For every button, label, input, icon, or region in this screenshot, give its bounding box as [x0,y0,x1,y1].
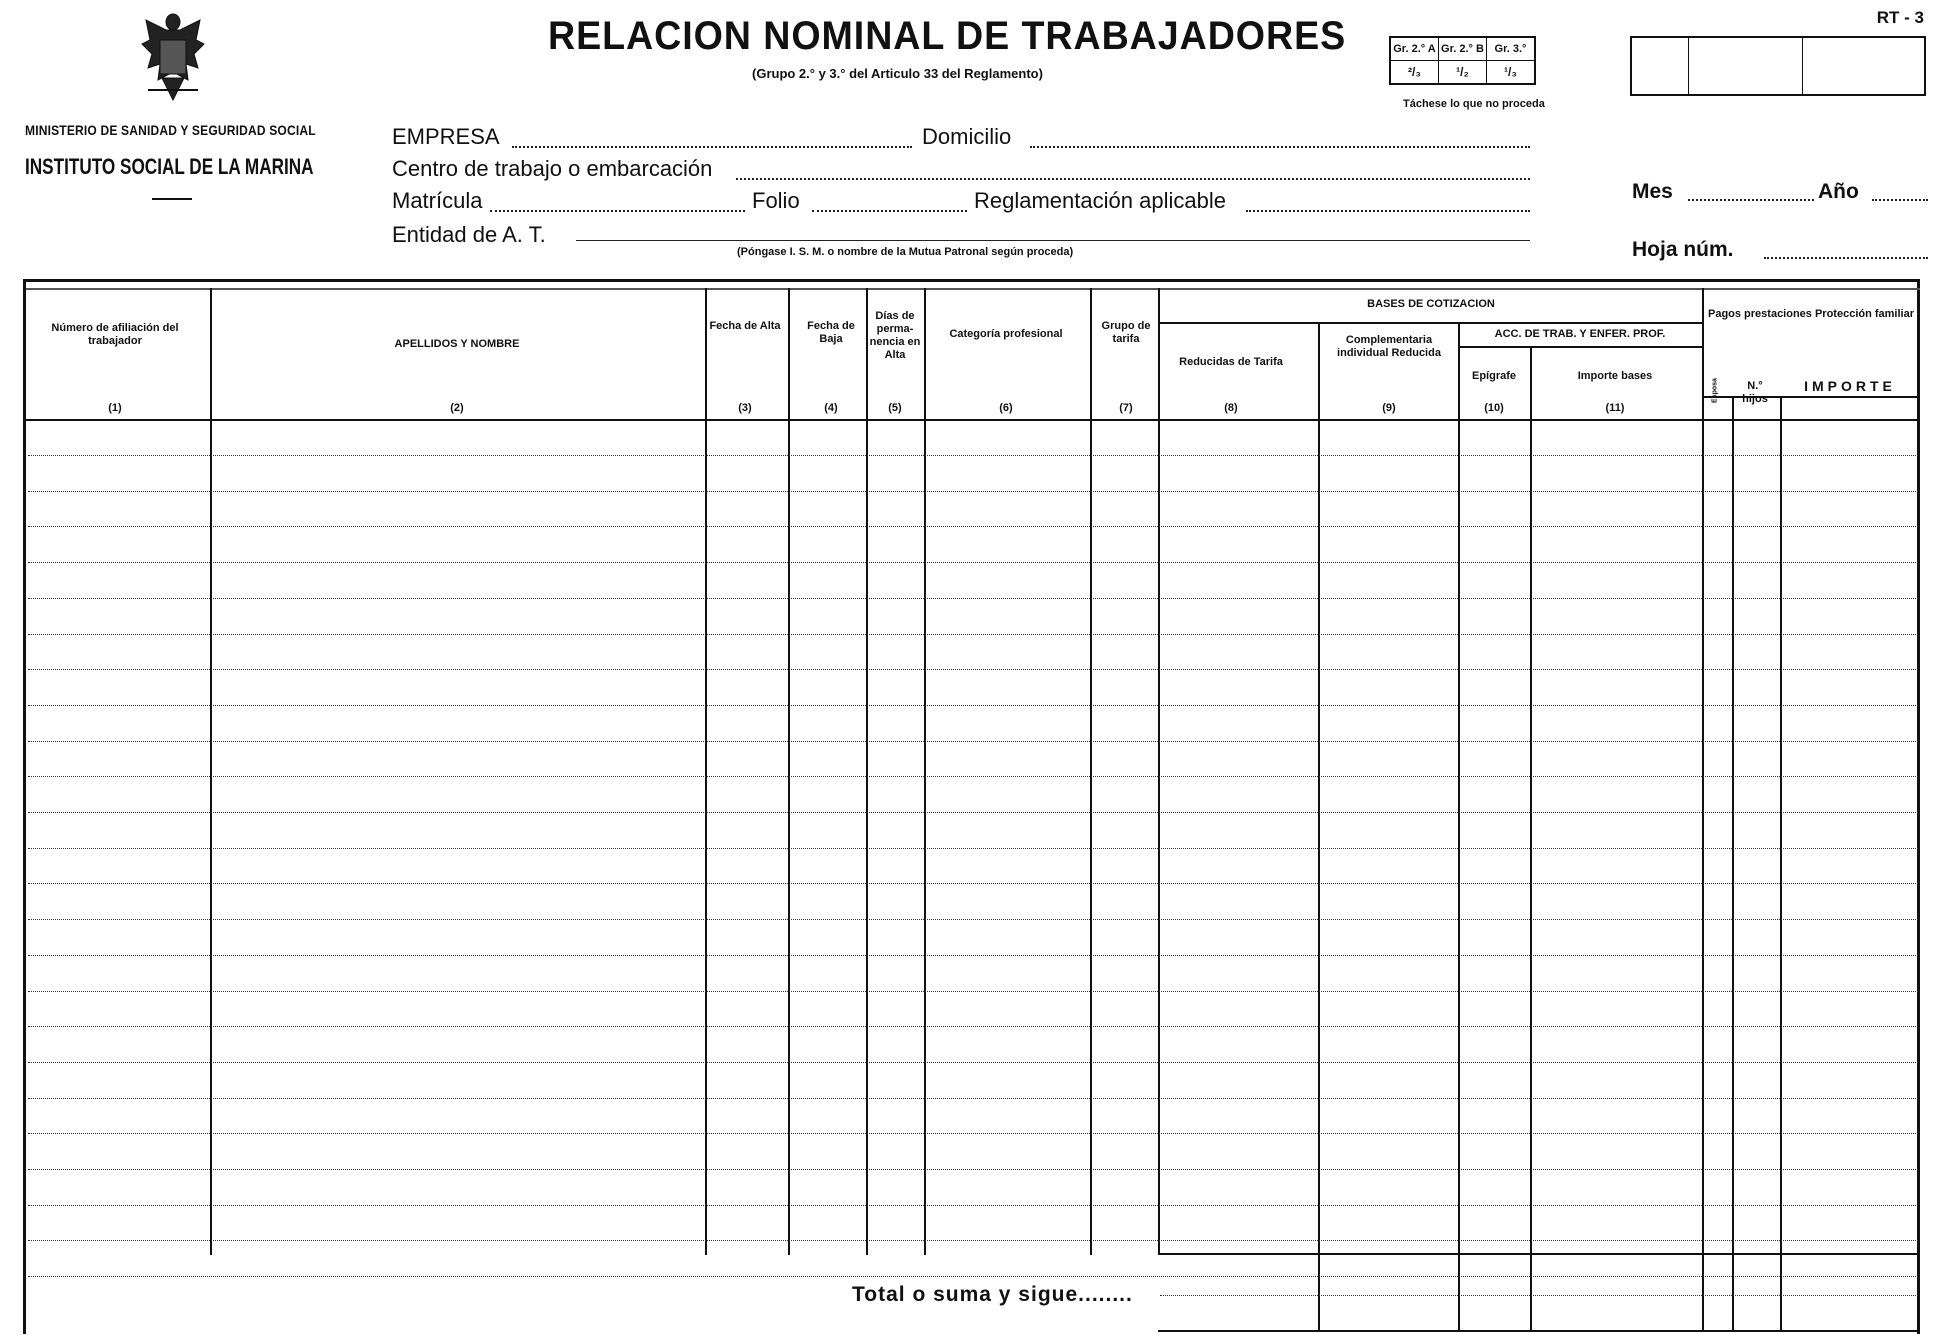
col-header-nombre: APELLIDOS Y NOMBRE [394,338,520,350]
group-selector[interactable] [1389,36,1536,85]
column-divider [1318,322,1320,1332]
col-number: (3) [738,402,752,414]
col-header-importe-bases: Importe bases [1577,370,1653,382]
table-row[interactable] [28,1169,1918,1170]
matricula-field[interactable] [490,210,745,212]
empresa-field[interactable] [512,146,912,148]
col-number: (2) [450,402,464,414]
form-code: RT - 3 [1876,8,1924,27]
table-row[interactable] [28,1026,1918,1027]
group-label[interactable]: Gr. 2.° B [1439,37,1487,61]
col-header-complementaria: Complementaria individual Reducida [1337,334,1441,359]
mes-label: Mes [1632,180,1673,203]
table-row[interactable] [28,812,1918,813]
col-header-esposa: Esposa [1711,378,1719,403]
col-number: (10) [1484,402,1504,414]
centro-field[interactable] [736,178,1530,180]
total-bottom-line [1158,1330,1920,1332]
column-divider [1732,396,1734,1332]
col-header-epigrafe: Epígrafe [1471,370,1516,382]
column-divider [1702,288,1704,1332]
table-inner-top [26,288,1920,290]
table-row[interactable] [28,455,1918,456]
folio-label: Folio [752,188,800,213]
hoja-label: Hoja núm. [1632,238,1734,261]
reglamentacion-label: Reglamentación aplicable [974,188,1226,213]
institute-underline [152,198,192,200]
bases-group-header: BASES DE COTIZACION [1367,298,1495,310]
coat-of-arms-emblem [138,10,208,105]
col-number: (9) [1382,402,1396,414]
group-fraction: ²/₃ [1390,61,1439,85]
bases-divider [1160,322,1702,324]
column-divider [1780,396,1782,1332]
pagos-group-header: Pagos prestaciones Protección familiar [1707,308,1915,320]
col-header-reducidas: Reducidas de Tarifa [1179,356,1283,368]
domicilio-label: Domicilio [922,124,1012,149]
mes-field[interactable] [1688,199,1814,201]
table-row[interactable] [28,526,1918,527]
groups-note: Táchese lo que no proceda [1403,98,1545,110]
col-header-grupo: Grupo de tarifa [1101,320,1151,345]
table-row[interactable] [28,1276,1918,1277]
table-row[interactable] [28,598,1918,599]
table-row[interactable] [28,669,1918,670]
table-row[interactable] [28,1205,1918,1206]
empresa-label: EMPRESA [392,124,500,149]
column-divider [1458,322,1460,1332]
column-divider [705,288,707,1255]
col-number: (11) [1605,402,1625,414]
group-label[interactable]: Gr. 2.° A [1390,37,1439,61]
col-number: (8) [1224,402,1238,414]
reglamentacion-field[interactable] [1246,210,1530,212]
table-row[interactable] [28,1133,1918,1134]
table-row[interactable] [28,1098,1918,1099]
col-header-dias: Días de perma- nencia en Alta [869,310,921,361]
document-title: RELACION NOMINAL DE TRABAJADORES [548,14,1347,58]
ano-field[interactable] [1872,199,1928,201]
table-row[interactable] [28,1062,1918,1063]
ano-label: Año [1818,180,1859,203]
table-row[interactable] [28,741,1918,742]
hoja-field[interactable] [1764,257,1928,259]
acc-group-header: ACC. DE TRAB. Y ENFER. PROF. [1494,328,1666,340]
col-header-importe: IMPORTE [1804,378,1896,394]
folio-field[interactable] [812,210,967,212]
table-row[interactable] [28,991,1918,992]
col-number: (4) [824,402,838,414]
column-divider [924,288,926,1255]
table-row[interactable] [28,634,1918,635]
ministry-name: MINISTERIO DE SANIDAD Y SEGURIDAD SOCIAL [25,122,316,138]
total-label: Total o suma y sigue........ [852,1283,1133,1306]
table-row[interactable] [28,705,1918,706]
entidad-label: Entidad de A. T. [392,222,546,247]
group-fraction: ¹/₃ [1487,61,1536,85]
table-row[interactable] [28,919,1918,920]
table-row[interactable] [28,883,1918,884]
column-divider [866,288,868,1255]
column-divider [1158,288,1160,1255]
table-row[interactable] [28,1240,1918,1241]
total-row-line[interactable] [1160,1295,1918,1296]
document-subtitle: (Grupo 2.° y 3.° del Articulo 33 del Reglamento) [752,66,1043,81]
group-fraction: ¹/₂ [1439,61,1487,85]
code-box[interactable] [1632,38,1689,94]
col-number: (5) [888,402,902,414]
table-row[interactable] [28,955,1918,956]
table-row[interactable] [28,776,1918,777]
institute-name: INSTITUTO SOCIAL DE LA MARINA [25,154,314,179]
entidad-note: (Póngase I. S. M. o nombre de la Mutua Patronal según proceda) [737,246,1074,258]
col-header-hijos: N.° hijos [1742,380,1768,405]
total-top-line [1158,1253,1920,1255]
col-number: (6) [999,402,1013,414]
acc-divider [1458,346,1702,348]
col-number: (7) [1119,402,1133,414]
code-box[interactable] [1689,38,1803,94]
code-box[interactable] [1803,38,1924,94]
col-header-baja: Fecha de Baja [807,320,855,345]
domicilio-field[interactable] [1030,146,1530,148]
table-row[interactable] [28,562,1918,563]
column-divider [788,288,790,1255]
header-bottom-line [26,419,1920,421]
col-header-alta: Fecha de Alta [709,320,781,332]
code-boxes[interactable] [1630,36,1926,96]
matricula-label: Matrícula [392,188,483,213]
column-divider [210,288,212,1255]
col-header-categoria: Categoría profesional [949,328,1063,340]
entidad-field[interactable] [576,240,1530,241]
col-number: (1) [108,402,122,414]
group-label[interactable]: Gr. 3.° [1487,37,1536,61]
workers-table [23,279,1920,1334]
column-divider [1530,346,1532,1332]
table-row[interactable] [28,848,1918,849]
table-row[interactable] [28,491,1918,492]
column-divider [1090,288,1092,1255]
col-header-afiliacion: Número de afiliación del trabajador [51,322,179,347]
centro-label: Centro de trabajo o embarcación [392,156,713,181]
